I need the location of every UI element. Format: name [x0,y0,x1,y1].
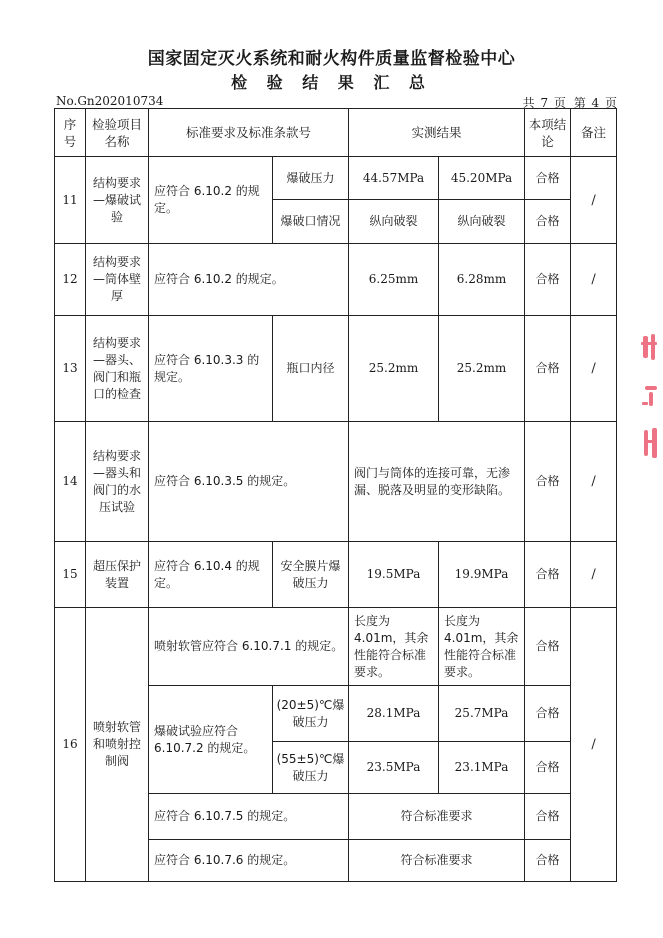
row-remark: / [571,157,617,244]
row-conclusion: 合格 [525,157,571,200]
results-table [54,108,617,882]
row-requirement: 应符合 6.10.7.5 的规定。 [149,794,349,840]
row-value-2: 6.28mm [439,244,525,316]
table-row [55,542,617,608]
row-value-1: 纵向破裂 [349,200,439,244]
row-seq: 14 [55,422,86,542]
row-conclusion: 合格 [525,244,571,316]
row-seq: 12 [55,244,86,316]
table-row [55,244,617,316]
row-conclusion: 合格 [525,542,571,608]
row-item: 结构要求—筒体壁厚 [86,244,149,316]
header-seq: 序号 [55,109,86,157]
row-result: 阀门与筒体的连接可靠，无渗漏、脱落及明显的变形缺陷。 [349,422,525,542]
row-requirement: 应符合 6.10.3.3 的规定。 [149,316,273,422]
row-item: 结构要求—器头和阀门的水压试验 [86,422,149,542]
row-conclusion: 合格 [525,840,571,882]
row-item: 超压保护装置 [86,542,149,608]
table-row [55,157,617,200]
row-param: 安全膜片爆破压力 [273,542,349,608]
total-pages: 共 7 页 [522,96,566,110]
row-conclusion: 合格 [525,200,571,244]
header-conclusion: 本项结论 [525,109,571,157]
row-value-2: 长度为4.01m，其余性能符合标准要求。 [439,608,525,686]
row-item: 结构要求—爆破试验 [86,157,149,244]
table-row [55,316,617,422]
row-value-1: 6.25mm [349,244,439,316]
row-value-2: 45.20MPa [439,157,525,200]
row-value-2: 25.2mm [439,316,525,422]
row-value-2: 25.7MPa [439,686,525,742]
row-value-2: 19.9MPa [439,542,525,608]
row-requirement: 应符合 6.10.7.6 的规定。 [149,840,349,882]
table-row [55,422,617,542]
row-param: 爆破口情况 [273,200,349,244]
row-param: 瓶口内径 [273,316,349,422]
row-seq: 11 [55,157,86,244]
row-item: 喷射软管和喷射控制阀 [86,608,149,882]
row-requirement: 喷射软管应符合 6.10.7.1 的规定。 [149,608,349,686]
row-seq: 16 [55,608,86,882]
row-remark: / [571,542,617,608]
header-result: 实测结果 [349,109,525,157]
row-value-1: 44.57MPa [349,157,439,200]
row-conclusion: 合格 [525,316,571,422]
report-subtitle: 检 验 结 果 汇 总 [231,73,432,92]
row-value-1: 28.1MPa [349,686,439,742]
header-requirement: 标准要求及标准条款号 [149,109,349,157]
row-requirement: 应符合 6.10.2 的规定。 [149,157,273,244]
row-item: 结构要求—器头、阀门和瓶口的检查 [86,316,149,422]
report-title: 国家固定灭火系统和耐火构件质量监督检验中心 [147,49,516,69]
row-value-1: 25.2mm [349,316,439,422]
row-value-2: 23.1MPa [439,742,525,794]
row-remark: / [571,608,617,882]
inspection-stamp [633,330,663,480]
row-conclusion: 合格 [525,422,571,542]
row-result: 符合标准要求 [349,794,525,840]
row-conclusion: 合格 [525,742,571,794]
row-value-2: 纵向破裂 [439,200,525,244]
table-header-row [55,109,617,157]
row-conclusion: 合格 [525,686,571,742]
report-number: No.Gn202010734 [56,94,164,108]
row-remark: / [571,316,617,422]
header-item: 检验项目名称 [86,109,149,157]
row-conclusion: 合格 [525,608,571,686]
row-requirement: 应符合 6.10.4 的规定。 [149,542,273,608]
header-remark: 备注 [571,109,617,157]
row-seq: 13 [55,316,86,422]
row-value-1: 长度为4.01m，其余性能符合标准要求。 [349,608,439,686]
row-result: 符合标准要求 [349,840,525,882]
row-requirement: 应符合 6.10.3.5 的规定。 [149,422,349,542]
table-row [55,608,617,686]
row-value-1: 19.5MPa [349,542,439,608]
row-value-1: 23.5MPa [349,742,439,794]
row-requirement: 应符合 6.10.2 的规定。 [149,244,349,316]
row-param: 爆破压力 [273,157,349,200]
current-page: 第 4 页 [573,96,617,110]
row-requirement: 爆破试验应符合 6.10.7.2 的规定。 [149,686,273,794]
row-conclusion: 合格 [525,794,571,840]
row-param: (55±5)℃爆破压力 [273,742,349,794]
row-remark: / [571,244,617,316]
row-param: (20±5)℃爆破压力 [273,686,349,742]
row-seq: 15 [55,542,86,608]
row-remark: / [571,422,617,542]
